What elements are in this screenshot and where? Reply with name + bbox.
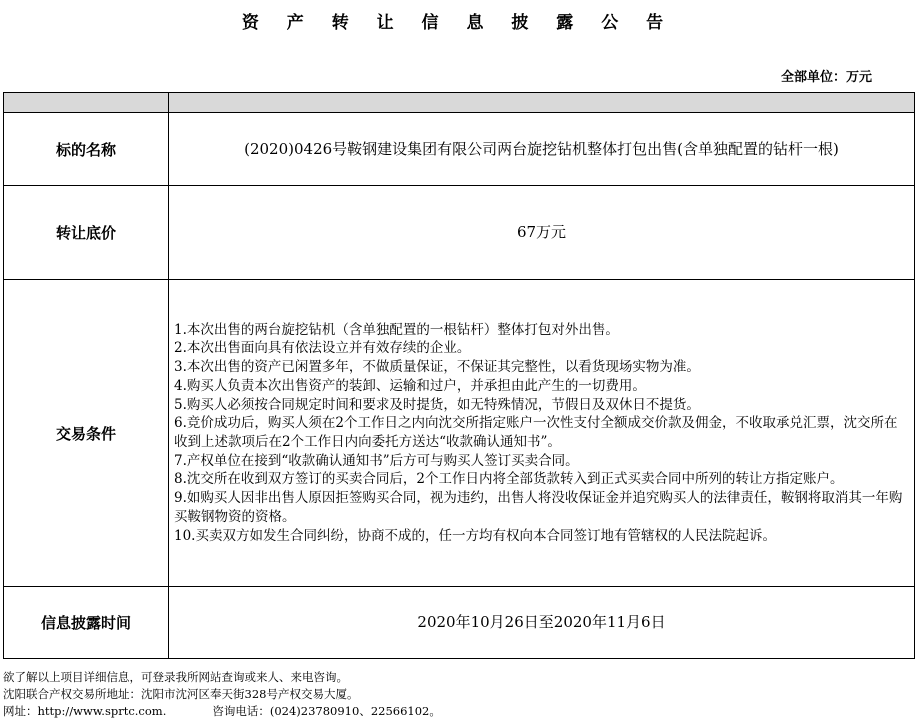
condition-item-4: 4.购买人负责本次出售资产的装卸、运输和过户，并承担由此产生的一切费用。: [174, 377, 646, 394]
row-label-name: 标的名称: [4, 113, 169, 186]
condition-item-1: 1.本次出售的两台旋挖钻机（含单独配置的一根钻杆）整体打包对外出售。: [174, 321, 619, 338]
condition-item-5: 5.购买人必须按合同规定时间和要求及时提货，如无特殊情况，节假日及双休日不提货。: [174, 396, 700, 413]
condition-item-8: 8.沈交所在收到双方签订的买卖合同后，2个工作日内将全部货款转入到正式买卖合同中所列的转让方指定账户。: [174, 471, 844, 488]
condition-item-6: 6.竞价成功后，购买人须在2个工作日之内向沈交所指定账户一次性支付全额成交价款及佣金，不收取承兑汇票，沈交所在收到上述款项后在2个工作日内向委托方送达“收款确认通知书”。: [174, 415, 898, 450]
condition-item-10: 10.买卖双方如发生合同纠纷，协商不成的，任一方均有权向本合同签订地有管辖权的人民法院起诉。: [174, 527, 776, 544]
table-row-price: [4, 186, 915, 280]
table-row-conditions: [4, 280, 915, 587]
condition-item-2: 2.本次出售面向具有依法设立并有效存续的企业。: [174, 340, 471, 357]
row-label-conditions: 交易条件: [4, 280, 169, 587]
footer-line-contact: [3, 703, 913, 720]
row-label-price: 转让底价: [4, 186, 169, 280]
info-table: [3, 92, 915, 659]
table-row-time: [4, 587, 915, 659]
footer-website: 网址：http://www.sprtc.com.: [3, 704, 167, 718]
condition-item-3: 3.本次出售的资产已闲置多年，不做质量保证，不保证其完整性，以看货现场实物为准。: [174, 359, 700, 376]
row-value-price: 67万元: [169, 186, 915, 280]
header-cell-right: [169, 93, 915, 113]
footer-contact: [3, 669, 913, 720]
footer-phone: 咨询电话：(024)23780910、22566102。: [212, 704, 441, 718]
header-cell-left: [4, 93, 169, 113]
footer-line-address: 沈阳联合产权交易所地址：沈阳市沈河区奉天街328号产权交易大厦。: [3, 687, 359, 701]
table-row-name: [4, 113, 915, 186]
condition-item-7: 7.产权单位在接到“收款确认通知书”后方可与购买人签订买卖合同。: [174, 452, 579, 469]
footer-line-inquiry: 欲了解以上项目详细信息，可登录我所网站查询或来人、来电咨询。: [3, 670, 348, 684]
unit-note: 全部单位：万元: [780, 70, 872, 85]
table-header-row: [4, 93, 915, 113]
row-value-time: 2020年10月26日至2020年11月6日: [169, 587, 915, 659]
row-value-name: (2020)0426号鞍钢建设集团有限公司两台旋挖钻机整体打包出售(含单独配置的钻杆一根): [169, 113, 915, 186]
page-title: 资 产 转 让 信 息 披 露 公 告: [241, 13, 675, 33]
row-label-time: 信息披露时间: [4, 587, 169, 659]
row-value-conditions: [169, 280, 915, 587]
condition-item-9: 9.如购买人因非出售人原因拒签购买合同，视为违约，出售人将没收保证金并追究购买人的法律责任，鞍钢将取消其一年购买鞍钢物资的资格。: [174, 490, 903, 525]
